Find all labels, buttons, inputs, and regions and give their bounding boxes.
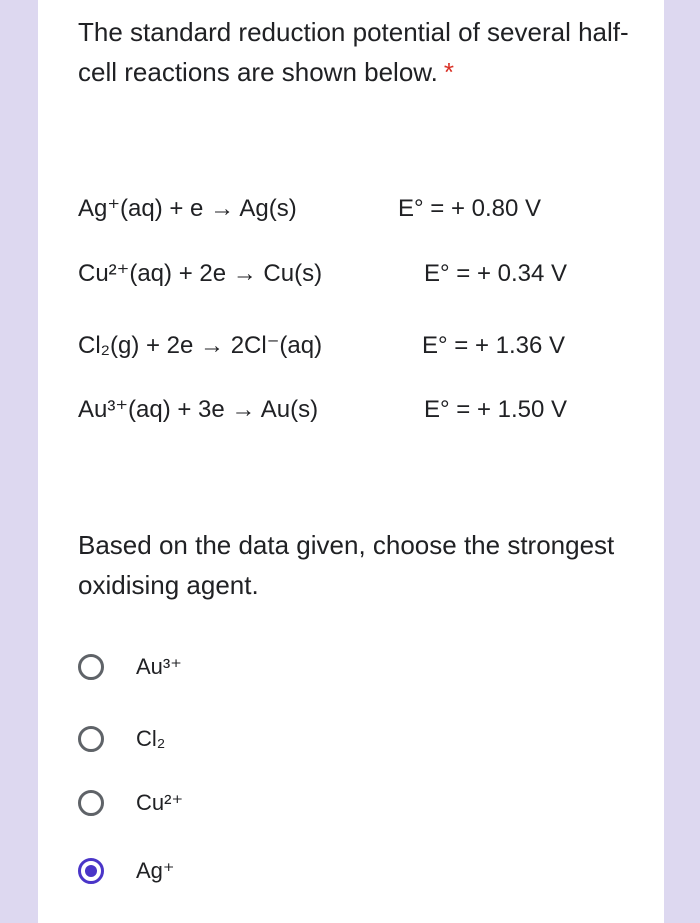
option-label: Cu²⁺ [136, 790, 184, 815]
option-agplus[interactable] [78, 851, 175, 891]
radio-unchecked-icon[interactable] [78, 790, 104, 816]
required-asterisk: * [443, 57, 454, 87]
option-au3plus[interactable] [78, 647, 182, 687]
reaction-potential: E° = + 0.34 V [424, 260, 568, 287]
option-cu2plus[interactable] [78, 783, 183, 823]
reaction-row [78, 390, 568, 430]
reaction-row [78, 189, 542, 229]
reaction-potential: E° = + 1.50 V [424, 396, 568, 423]
reaction-equation: Ag⁺(aq) + e → Ag(s) [78, 195, 297, 222]
reaction-equation: Cl₂(g) + 2e → 2Cl⁻(aq) [78, 332, 323, 359]
radio-unchecked-icon[interactable] [78, 726, 104, 752]
radio-unchecked-icon[interactable] [78, 654, 104, 680]
reaction-equation: Cu²⁺(aq) + 2e → Cu(s) [78, 260, 323, 287]
prompt-text: Based on the data given, choose the strongest oxidising agent. [78, 530, 615, 600]
reaction-row [78, 254, 568, 294]
question-text: The standard reduction potential of several half-cell reactions are shown below. [78, 17, 629, 87]
option-label: Ag⁺ [136, 858, 175, 883]
option-label: Au³⁺ [136, 654, 182, 679]
option-cl2[interactable] [78, 719, 165, 759]
option-label: Cl₂ [136, 726, 166, 751]
question-title [78, 12, 648, 92]
reaction-potential: E° = + 0.80 V [398, 195, 542, 222]
reaction-potential: E° = + 1.36 V [422, 332, 566, 359]
reaction-row [78, 326, 566, 366]
reaction-equation: Au³⁺(aq) + 3e → Au(s) [78, 396, 319, 423]
radio-checked-icon[interactable] [78, 858, 104, 884]
